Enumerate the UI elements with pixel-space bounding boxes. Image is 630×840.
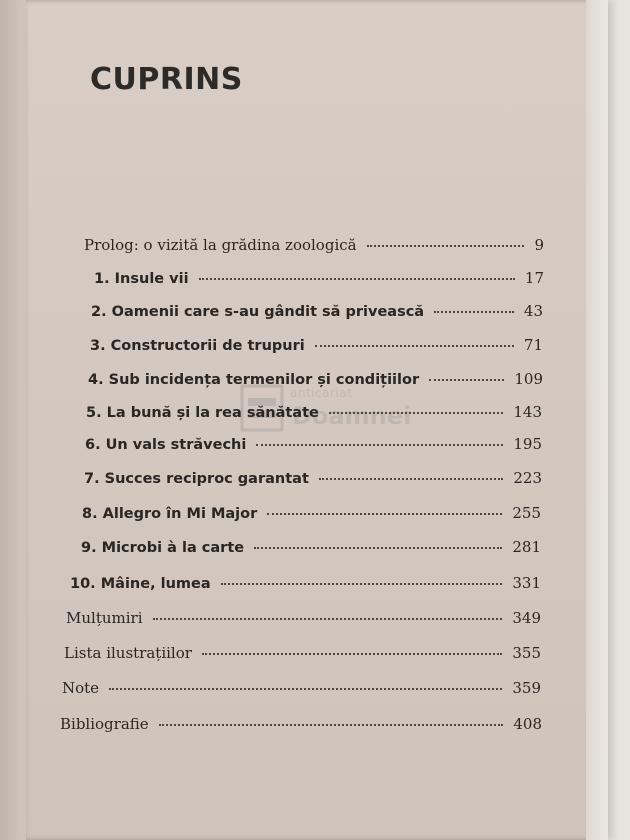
toc-entry-page: 255 — [512, 504, 541, 522]
dot-leader — [329, 412, 504, 414]
dot-leader — [319, 478, 503, 480]
toc-entry-chapter-3[interactable] — [90, 336, 543, 354]
toc-entry-label: 9. Microbi à la carte — [81, 540, 245, 556]
dot-leader — [202, 653, 502, 655]
toc-entry-page: 331 — [512, 574, 541, 592]
toc-entry-label: 10. Mâine, lumea — [70, 576, 211, 592]
toc-entry-page: 9 — [534, 236, 544, 254]
toc-entry-label: 5. La bună și la rea sănătate — [86, 405, 319, 421]
toc-entry-chapter-8[interactable] — [82, 504, 541, 522]
toc-entry-page: 71 — [523, 336, 543, 354]
toc-entry-chapter-10[interactable] — [70, 574, 541, 592]
toc-entry-prolog[interactable] — [84, 236, 544, 254]
page-title: CUPRINS — [90, 62, 243, 97]
toc-entry-label: Bibliografie — [60, 715, 149, 733]
toc-entry-label: 6. Un vals străvechi — [85, 437, 247, 453]
dot-leader — [434, 311, 514, 313]
dot-leader — [221, 583, 503, 585]
toc-entry-chapter-1[interactable] — [94, 269, 544, 287]
toc-entry-page: 195 — [513, 435, 542, 453]
toc-entry-chapter-2[interactable] — [91, 302, 543, 320]
toc-entry-label: 7. Succes reciproc garantat — [84, 471, 309, 487]
toc-entry-label: Note — [62, 679, 100, 697]
toc-entry-page: 17 — [524, 269, 544, 287]
dot-leader — [109, 688, 502, 690]
toc-entry-label: 1. Insule vii — [94, 271, 189, 287]
toc-entry-label: 2. Oamenii care s-au gândit să privească — [91, 304, 425, 320]
toc-entry-chapter-7[interactable] — [84, 469, 542, 487]
toc-entry-page: 143 — [513, 403, 542, 421]
toc-entry-page: 109 — [514, 370, 543, 388]
toc-entry-label: 4. Sub incidența termenilor și condițiilor — [88, 372, 420, 388]
dot-leader — [267, 513, 502, 515]
dot-leader — [254, 547, 502, 549]
dot-leader — [256, 444, 503, 446]
toc-entry-page: 355 — [512, 644, 541, 662]
toc-entry-label: Prolog: o vizită la grădina zoologică — [84, 236, 357, 254]
toc-entry-chapter-5[interactable] — [86, 403, 542, 421]
toc-entry-page: 408 — [513, 715, 542, 733]
toc-entry-chapter-6[interactable] — [85, 435, 542, 453]
toc-entry-label: 3. Constructorii de trupuri — [90, 338, 305, 354]
toc-entry-lista-ilustratiilor[interactable] — [64, 644, 541, 662]
dot-leader — [429, 379, 504, 381]
toc-entry-page: 359 — [512, 679, 541, 697]
toc-entry-page: 223 — [513, 469, 542, 487]
watermark-text-top: anticariat — [290, 386, 353, 400]
toc-entry-chapter-4[interactable] — [88, 370, 543, 388]
toc-entry-chapter-9[interactable] — [81, 538, 541, 556]
toc-entry-note[interactable] — [62, 679, 541, 697]
toc-entry-page: 281 — [512, 538, 541, 556]
dot-leader — [367, 245, 525, 247]
watermark-text-main: Doamnei — [292, 402, 412, 430]
toc-entry-label: 8. Allegro în Mi Major — [82, 506, 258, 522]
toc-entry-multumiri[interactable] — [66, 609, 541, 627]
toc-entry-label: Lista ilustrațiilor — [64, 644, 192, 662]
toc-entry-label: Mulțumiri — [66, 609, 143, 627]
dot-leader — [159, 724, 504, 726]
dot-leader — [153, 618, 503, 620]
toc-entry-bibliografie[interactable] — [60, 715, 542, 733]
toc-entry-page: 43 — [523, 302, 543, 320]
dot-leader — [199, 278, 515, 280]
dot-leader — [315, 345, 514, 347]
toc-entry-page: 349 — [512, 609, 541, 627]
